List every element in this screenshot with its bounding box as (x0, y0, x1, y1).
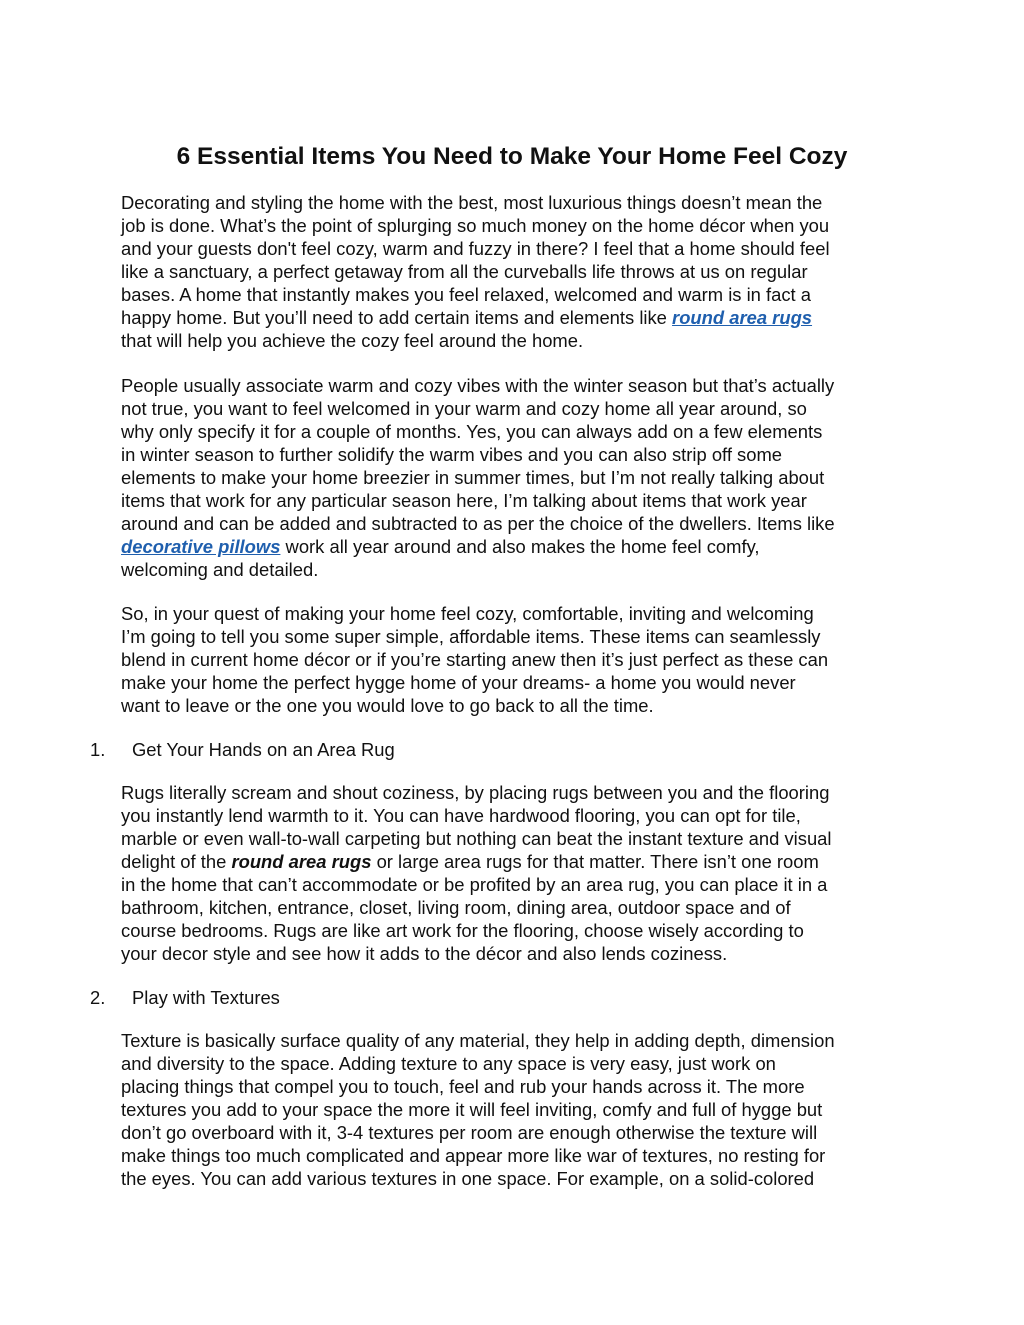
text-fragment: or large area rugs for that matter. There isn’t one room (371, 851, 819, 872)
textures-paragraph (121, 1029, 911, 1190)
text-fragment: work all year around and also makes the home feel comfy, (280, 536, 760, 557)
text-line: Decorating and styling the home with the best, most luxurious things doesn’t mean the (121, 192, 823, 213)
text-line: why only specify it for a couple of months. Yes, you can always add on a few elements (121, 421, 823, 442)
text-line: want to leave or the one you would love to go back to all the time. (121, 695, 654, 716)
area-rug-paragraph (121, 781, 911, 965)
text-line: and your guests don't feel cozy, warm and fuzzy in there? I feel that a home should feel (121, 238, 830, 259)
list-number: 1. (90, 739, 106, 760)
text-fragment: happy home. But you’ll need to add certain items and elements like (121, 307, 673, 328)
text-line: marble or even wall-to-wall carpeting but nothing can beat the instant texture and visual (121, 828, 832, 849)
intro-paragraph (121, 191, 911, 352)
text-line: textures you add to your space the more it will feel inviting, comfy and full of hygge but (121, 1099, 823, 1120)
text-line: placing things that compel you to touch, feel and rub your hands across it. The more (121, 1076, 805, 1097)
text-line: bases. A home that instantly makes you feel relaxed, welcomed and warm is in fact a (121, 284, 811, 305)
text-line: bathroom, kitchen, entrance, closet, living room, dining area, outdoor space and of (121, 897, 791, 918)
text-line: job is done. What’s the point of splurging so much money on the home décor when you (121, 215, 830, 236)
text-line: not true, you want to feel welcomed in your warm and cozy home all year around, so (121, 398, 807, 419)
text-line: in winter season to further solidify the warm vibes and you can also strip off some (121, 444, 783, 465)
text-line: the eyes. You can add various textures in one space. For example, on a solid-colored (121, 1168, 815, 1189)
text-line: in the home that can’t accommodate or be profited by an area rug, you can place it in a (121, 874, 828, 895)
list-number: 2. (90, 987, 106, 1008)
text-line: So, in your quest of making your home feel cozy, comfortable, inviting and welcoming (121, 603, 814, 624)
text-line: you instantly lend warmth to it. You can have hardwood flooring, you can opt for tile, (121, 805, 801, 826)
text-line: People usually associate warm and cozy vibes with the winter season but that’s actually (121, 375, 835, 396)
text-line: around and can be added and subtracted to as per the choice of the dwellers. Items like (121, 513, 835, 534)
emphasized-text: round area rugs (231, 851, 372, 872)
list-item-2-heading (90, 986, 280, 1009)
seasons-paragraph (121, 374, 911, 581)
text-line (121, 535, 911, 558)
text-line (121, 850, 911, 873)
text-line: make your home the perfect hygge home of your dreams- a home you would never (121, 672, 796, 693)
text-line: don’t go overboard with it, 3-4 textures per room are enough otherwise the texture will (121, 1122, 818, 1143)
text-line: like a sanctuary, a perfect getaway from all the curveballs life throws at us on regular (121, 261, 808, 282)
round-area-rugs-link[interactable]: round area rugs (672, 307, 813, 328)
decorative-pillows-link[interactable]: decorative pillows (121, 536, 281, 557)
page-title: 6 Essential Items You Need to Make Your Home Feel Cozy (176, 143, 848, 170)
text-line: Texture is basically surface quality of any material, they help in adding depth, dimension (121, 1030, 835, 1051)
text-line: welcoming and detailed. (121, 559, 319, 580)
text-line: elements to make your home breezier in summer times, but I’m not really talking about (121, 467, 825, 488)
text-line: and diversity to the space. Adding texture to any space is very easy, just work on (121, 1053, 776, 1074)
text-line: make things too much complicated and appear more like war of textures, no resting for (121, 1145, 826, 1166)
quest-paragraph (121, 602, 911, 717)
text-line: items that work for any particular season here, I’m talking about items that work year (121, 490, 807, 511)
text-line: your decor style and see how it adds to the décor and also lends coziness. (121, 943, 728, 964)
section-heading: Get Your Hands on an Area Rug (132, 739, 395, 760)
text-line: that will help you achieve the cozy feel around the home. (121, 330, 584, 351)
text-line (121, 306, 911, 329)
text-line: blend in current home décor or if you’re starting anew then it’s just perfect as these can (121, 649, 829, 670)
list-item-1-heading (90, 738, 395, 761)
text-line: I’m going to tell you some super simple, affordable items. These items can seamlessly (121, 626, 821, 647)
text-fragment: delight of the (121, 851, 232, 872)
text-line: Rugs literally scream and shout coziness, by placing rugs between you and the flooring (121, 782, 830, 803)
text-line: course bedrooms. Rugs are like art work for the flooring, choose wisely according to (121, 920, 804, 941)
section-heading: Play with Textures (132, 987, 280, 1008)
